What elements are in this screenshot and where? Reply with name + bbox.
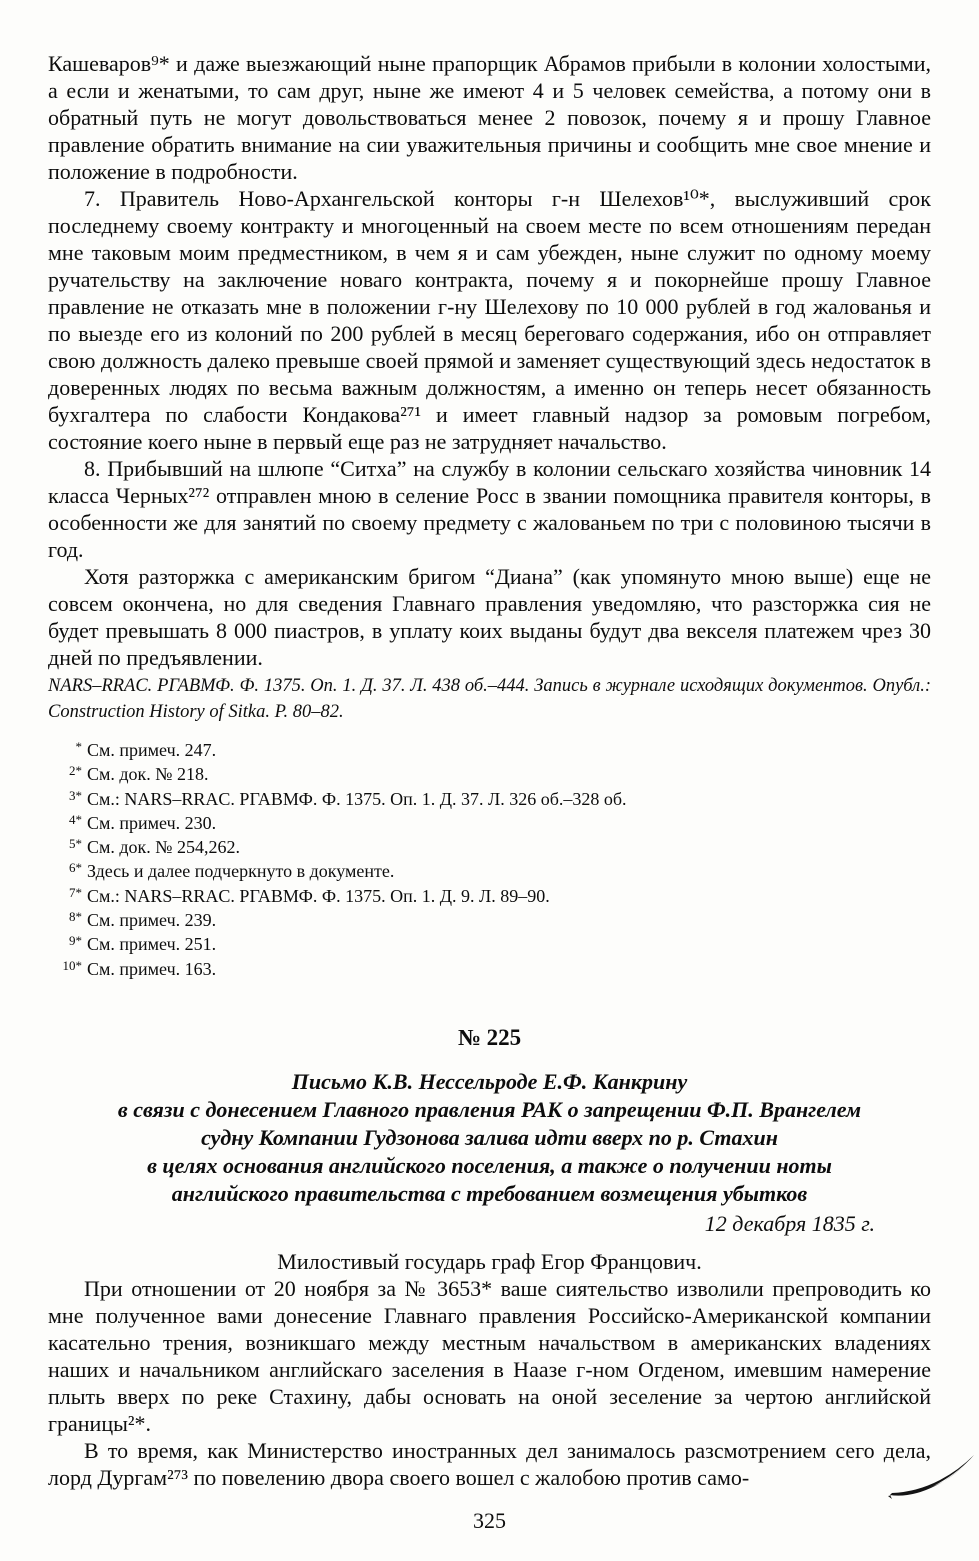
footnote-4 <box>48 812 931 836</box>
footnote-text: Здесь и далее подчеркнуто в документе. <box>87 861 395 882</box>
footnote-marker: 4* <box>69 811 82 827</box>
footnote-marker: * <box>75 739 82 754</box>
document-title-line: в связи с донесением Главного правления РАК о запрещении Ф.П. Врангелем <box>117 1096 862 1122</box>
footnote-2 <box>48 763 931 787</box>
footnote-5 <box>48 836 931 860</box>
footnote-text: См. примеч. 251. <box>87 934 217 955</box>
page-number: 325 <box>473 1507 506 1533</box>
footnote-8 <box>48 909 931 933</box>
letter-salutation: Милостивый государь граф Егор Францович. <box>277 1248 702 1274</box>
footnote-text: См. примеч. 163. <box>87 958 217 979</box>
footnote-text: См. примеч. 247. <box>87 740 217 760</box>
body-paragraph-8: 8. Прибывший на шлюпе “Ситха” на службу в колонии сельскаго хозяйства чиновник 14 класса Черных²⁷² отправлен мною в селение Росс в звании помощника правителя конторы, в особенности же для занятий по своему предмету с жалованьем по три с половиною тысячи в год. <box>48 456 931 562</box>
footnote-marker: 9* <box>69 933 82 949</box>
footnote-marker: 6* <box>69 860 82 876</box>
letter-paragraph-2: В то время, как Министерство иностранных дел занималось разсмотрением сего дела, лорд Дургам²⁷³ по повелению двора своего вошел с жалобою против само- <box>48 1437 931 1490</box>
footnote-7 <box>48 885 931 909</box>
document-date: 12 декабря 1835 г. <box>704 1210 875 1236</box>
footnote-9 <box>48 933 931 957</box>
footnote-1 <box>48 739 931 763</box>
footnote-text: См.: NARS–RRAC. РГАВМФ. Ф. 1375. Оп. 1. Д. 9. Л. 89–90. <box>87 885 550 906</box>
footnote-text: См. док. № 218. <box>87 764 209 785</box>
footnote-text: См.: NARS–RRAC. РГАВМФ. Ф. 1375. Оп. 1. Д. 37. Л. 326 об.–328 об. <box>87 788 627 809</box>
footnote-marker: 8* <box>69 909 82 925</box>
document-title-line: судну Компании Гудзонова залива идти вверх по р. Стахин <box>201 1124 778 1150</box>
footnotes-block <box>48 739 931 982</box>
body-paragraph-7: 7. Правитель Ново-Архангельской конторы г-н Шелехов¹⁰*, выслуживший срок последнему своему контракту и многоценный на своем месте по всем отношениям передан мне таковым моим предместником, в чем я и сам убежден, ныне служит по одному моему ручательству на заключение новаго контракта, почему я и покорнейше прошу Главное правление не отказать мне в положении г-ну Шелехову по 10 000 рублей в год жалованья и по выезде его из колоний по 200 рублей в месяц береговаго содержания, ибо он отправляет свою должность далеко превыше своей прямой и заменяет существующий здесь недостаток в доверенных людях по весьма важным должностям, а именно он теперь несет обязанность бухгалтера по слабости Кондакова²⁷¹ и имеет главный надзор за ромовым погребом, состояние коего ныне в первый еще раз не затрудняет начальство. <box>48 186 931 454</box>
document-number-heading: № 225 <box>457 1024 522 1050</box>
footnote-text: См. примеч. 230. <box>87 812 217 833</box>
ink-stroke-mark <box>885 1451 977 1503</box>
footnote-6 <box>48 860 931 884</box>
document-title-line: английского правительства с требованием возмещения убытков <box>171 1180 808 1206</box>
footnote-text: См. док. № 254,262. <box>87 837 240 858</box>
archival-citation: NARS–RRAC. РГАВМФ. Ф. 1375. Оп. 1. Д. 37. Л. 438 об.–444. Запись в журнале исходящих документов. Опубл.: Construction History of Sitka. P. 80–82. <box>48 676 931 722</box>
footnote-marker: 3* <box>69 787 82 803</box>
document-title-line: Письмо К.В. Нессельроде Е.Ф. Канкрину <box>291 1068 688 1094</box>
footnote-text: См. примеч. 239. <box>87 910 217 931</box>
body-paragraph-closing: Хотя разторжка с американским бригом “Диана” (как упомянуто мною выше) еще не совсем окончена, но для сведения Главнаго правления уведомляю, что разсторжка сия не будет превышать 8 000 пиастров, в уплату коих выданы будут два векселя платежем чрез 30 дней по предъявлении. <box>48 564 931 670</box>
footnote-marker: 5* <box>69 836 82 852</box>
document-title <box>48 1068 931 1208</box>
body-paragraph-continuation: Кашеваров⁹* и даже выезжающий ныне прапорщик Абрамов прибыли в колонии холостыми, а если и женатыми, то сам друг, ныне же имеют 4 и 5 человек семейства, а потому они в обратный путь не могут довольствоваться менее 2 повозок, почему я и прошу Главное правление обратить внимание на сии уважительныя причины и сообщить мне свое мнение и положение в подробности. <box>48 51 931 184</box>
document-title-line: в целях основания английского поселения, а также о получении ноты <box>147 1152 832 1178</box>
footnote-marker: 7* <box>69 884 82 900</box>
footnote-marker: 2* <box>69 763 82 779</box>
footnote-marker: 10* <box>62 957 82 973</box>
footnote-10 <box>48 958 931 982</box>
letter-paragraph-1: При отношении от 20 ноября за № 3653* ваше сиятельство изволили препроводить ко мне полученное вами донесение Главнаго правления Российско-Американской компании касательно трения, возникшаго между местным начальством в американских владениях наших и начальником английскаго заселения в Наазе г-ном Огденом, имевшим намерение плыть вверх по реке Стахину, дабы основать на оной зеселение за чертою английской границы²*. <box>48 1275 931 1436</box>
footnote-3 <box>48 788 931 812</box>
